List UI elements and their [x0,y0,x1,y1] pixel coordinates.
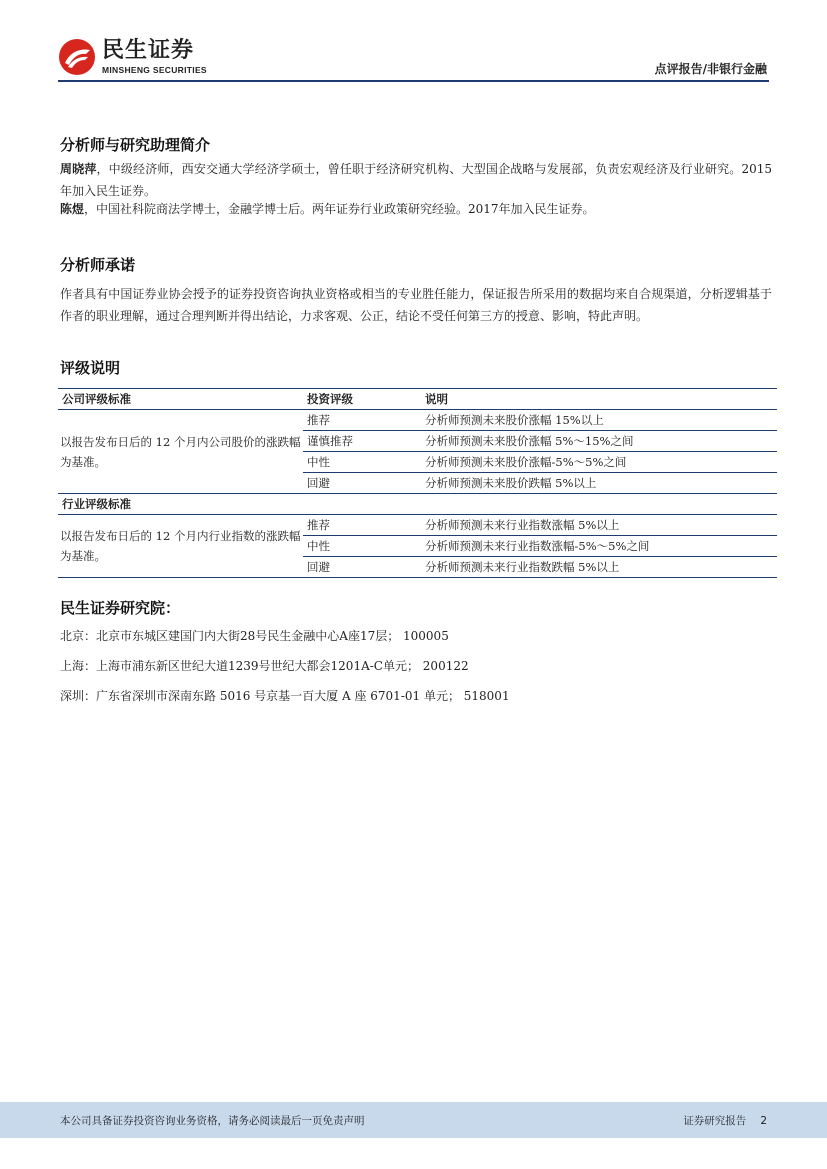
brand-name-en: MINSHENG SECURITIES [102,65,207,75]
footer-disclaimer: 本公司具备证券投资咨询业务资格，请务必阅读最后一页免责声明 [60,1115,365,1127]
analysts-title: 分析师与研究助理简介 [60,136,211,154]
footer-doc-type: 证券研究报告 [683,1115,747,1127]
commitment-text: 作者具有中国证券业协会授予的证券投资咨询执业资格或相当的专业胜任能力，保证报告所采用的数据均来自合规渠道，分析逻辑基于作者的职业理解，通过合理判断并得出结论，力求客观、公正，结论不受任何第三方的授意、影响，特此声明。 [60,287,772,323]
industry-standard-text: 以报告发布日后的 12 个月内行业指数的涨跌幅为基准。 [58,515,303,578]
table-row [58,410,777,431]
footer-band [0,1102,827,1138]
industry-standard-header: 行业评级标准 [58,494,303,515]
address-shanghai: 上海：上海市浦东新区世纪大道1239号世纪大都会1201A-C单元； 200122 [60,659,469,673]
rating-description: 分析师预测未来行业指数涨幅-5%～5%之间 [421,536,777,557]
rating-table [58,388,777,578]
minsheng-logo-icon [58,38,96,76]
address-shenzhen: 深圳：广东省深圳市深南东路 5016 号京基一百大厦 A 座 6701-01 单元； 518001 [60,689,510,703]
report-type: 点评报告/非银行金融 [654,62,767,76]
table-header-row [58,494,777,515]
rating-level: 中性 [303,536,421,557]
commitment-title: 分析师承诺 [60,256,136,274]
rating-description: 分析师预测未来行业指数涨幅 5%以上 [421,515,777,536]
rating-level: 回避 [303,557,421,578]
company-standard-text: 以报告发布日后的 12 个月内公司股价的涨跌幅为基准。 [60,434,301,469]
analyst-name: 周晓萍 [60,162,97,176]
table-row [58,515,777,536]
brand-name-cn: 民生证券 [102,38,195,63]
description-column-header: 说明 [421,389,777,410]
brand [102,40,207,75]
rating-title: 评级说明 [60,359,121,377]
rating-column-header: 投资评级 [303,389,421,410]
rating-description: 分析师预测未来股价涨幅 5%～15%之间 [421,431,777,452]
institute-title: 民生证券研究院： [60,599,181,617]
page-number: 2 [760,1115,767,1127]
rating-description: 分析师预测未来股价涨幅-5%～5%之间 [421,452,777,473]
analyst-bio-2 [60,198,772,220]
rating-level: 谨慎推荐 [303,431,421,452]
rating-description: 分析师预测未来股价涨幅 15%以上 [421,410,777,431]
rating-level: 推荐 [303,410,421,431]
analyst-bio-1 [60,158,772,202]
analyst-name: 陈煜 [60,202,85,216]
footer-right [669,1113,767,1128]
header-divider [58,80,769,82]
analyst-bio-text: ，中国社科院商法学博士，金融学博士后。两年证券行业政策研究经验。2017年加入民生证券。 [84,202,595,216]
rating-level: 推荐 [303,515,421,536]
company-standard-header: 公司评级标准 [58,389,303,410]
rating-level: 中性 [303,452,421,473]
rating-description: 分析师预测未来行业指数跌幅 5%以上 [421,557,777,578]
rating-level: 回避 [303,473,421,494]
rating-description: 分析师预测未来股价跌幅 5%以上 [421,473,777,494]
table-header-row [58,389,777,410]
analyst-bio-text: ，中级经济师，西安交通大学经济学硕士，曾任职于经济研究机构、大型国企战略与发展部，负责宏观经济及行业研究。2015年加入民生证券。 [60,162,772,198]
address-beijing: 北京：北京市东城区建国门内大街28号民生金融中心A座17层； 100005 [60,629,449,643]
